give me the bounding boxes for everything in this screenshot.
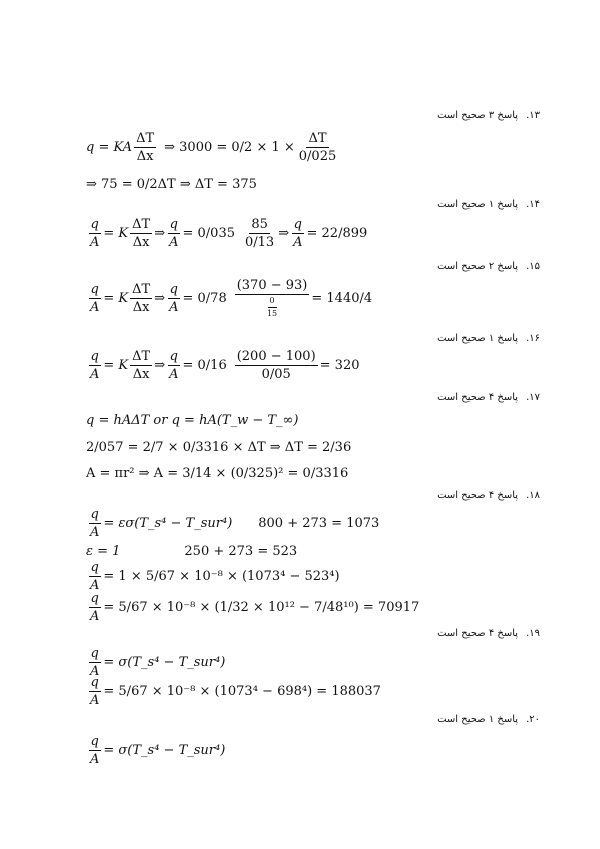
answer-text: پاسخ ۲ صحیح است bbox=[437, 261, 519, 272]
answer-16-header bbox=[437, 333, 540, 344]
eq-part: = 320 bbox=[319, 358, 360, 373]
equation-13a bbox=[86, 132, 340, 163]
answer-text: پاسخ ۴ صحیح است bbox=[437, 392, 519, 403]
answer-text: پاسخ ۳ صحیح است bbox=[437, 110, 519, 121]
answer-14-header bbox=[437, 199, 540, 210]
fraction: $\frac{\Delta T}{\Delta x}$ bbox=[136, 131, 155, 164]
fraction: $\frac{q}{A}$ bbox=[90, 591, 100, 624]
eq-part: = K bbox=[103, 226, 129, 241]
eq-part: = εσ(T_s⁴ − T_sur⁴) bbox=[103, 516, 233, 531]
answer-number: ۱۵. bbox=[526, 261, 540, 272]
eq-part: ⇒ bbox=[154, 226, 166, 241]
answer-17-header bbox=[437, 392, 540, 403]
eq-part: = 1 × 5/67 × 10⁻⁸ × (1073⁴ − 523⁴) bbox=[103, 569, 340, 584]
eq-part: = σ(T_s⁴ − T_sur⁴) bbox=[103, 743, 226, 758]
fraction: $\frac{\Delta T}{0/025}$ bbox=[298, 131, 337, 164]
equation-18c bbox=[86, 561, 340, 592]
equation-17c: A = πr² ⇒ A = 3/14 × (0/325)² = 0/3316 bbox=[86, 466, 349, 481]
answer-number: ۱۴. bbox=[526, 199, 540, 210]
eq-part: = K bbox=[103, 358, 129, 373]
equation-15 bbox=[86, 279, 372, 318]
eq-part: ⇒ bbox=[154, 358, 166, 373]
eq-part: q = KA bbox=[86, 140, 133, 155]
eq-part: = σ(T_s⁴ − T_sur⁴) bbox=[103, 655, 226, 670]
eq-part: = 0/16 bbox=[182, 358, 227, 373]
equation-18a bbox=[86, 508, 379, 539]
fraction: $\frac{q}{A}$ bbox=[90, 507, 100, 540]
answer-19-header bbox=[437, 628, 540, 639]
equation-19a bbox=[86, 647, 225, 678]
fraction: $\frac{\Delta T}{\Delta x}$ bbox=[132, 282, 151, 315]
answer-text: پاسخ ۱ صحیح است bbox=[437, 199, 519, 210]
eq-part: 800 + 273 = 1073 bbox=[258, 516, 380, 531]
eq-part: = 0/78 bbox=[182, 291, 227, 306]
fraction: $\frac{q}{A}$ bbox=[90, 734, 100, 767]
eq-part: = 22/899 bbox=[306, 226, 368, 241]
equation-14 bbox=[86, 218, 367, 249]
answer-number: ۱۷. bbox=[526, 392, 540, 403]
fraction: $\frac{q}{A}$ bbox=[90, 646, 100, 679]
answer-15-header bbox=[437, 261, 540, 272]
answer-text: پاسخ ۴ صحیح است bbox=[437, 490, 519, 501]
equation-17a: q = hAΔT or q = hA(T_w − T_∞) bbox=[86, 413, 299, 428]
answer-text: پاسخ ۱ صحیح است bbox=[437, 714, 519, 725]
answer-18-header bbox=[437, 490, 540, 501]
fraction: $\frac{q}{A}$ bbox=[90, 217, 100, 250]
equation-17b: 2/057 = 2/7 × 0/3316 × ΔT ⇒ ΔT = 2/36 bbox=[86, 440, 352, 455]
equation-20 bbox=[86, 735, 225, 766]
eq-part: = 1440/4 bbox=[311, 291, 373, 306]
fraction: $\frac{\Delta T}{\Delta x}$ bbox=[132, 349, 151, 382]
fraction: $\frac{(200 - 100)}{0/05}$ bbox=[236, 349, 316, 382]
fraction: $\frac{q}{A}$ bbox=[90, 282, 100, 315]
equation-13b: ⇒ 75 = 0/2ΔT ⇒ ΔT = 375 bbox=[86, 177, 257, 192]
answer-text: پاسخ ۱ صحیح است bbox=[437, 333, 519, 344]
eq-part: = K bbox=[103, 291, 129, 306]
eq-part: = 5/67 × 10⁻⁸ × (1/32 × 10¹² − 7/48¹⁰) = 70917 bbox=[103, 600, 420, 615]
fraction: $\frac{q}{A}$ bbox=[169, 282, 179, 315]
fraction: $\frac{q}{A}$ bbox=[90, 675, 100, 708]
eq-part: ⇒ 3000 = 0/2 × 1 × bbox=[164, 140, 295, 155]
eq-part: ε = 1 bbox=[86, 544, 121, 559]
fraction: $\frac{q}{A}$ bbox=[169, 349, 179, 382]
fraction: $\frac{q}{A}$ bbox=[90, 560, 100, 593]
fraction: $\frac{85}{0/13}$ bbox=[245, 217, 275, 250]
eq-part: ⇒ bbox=[278, 226, 290, 241]
equation-18b bbox=[86, 545, 297, 558]
answer-number: ۱۸. bbox=[526, 490, 540, 501]
equation-16 bbox=[86, 350, 360, 381]
answer-13-header bbox=[437, 110, 540, 121]
equation-19b bbox=[86, 676, 381, 707]
eq-part: = 0/035 bbox=[182, 226, 235, 241]
answer-number: ۱۹. bbox=[526, 628, 540, 639]
answer-text: پاسخ ۴ صحیح است bbox=[437, 628, 519, 639]
eq-part: = 5/67 × 10⁻⁸ × (1073⁴ − 698⁴) = 188037 bbox=[103, 684, 381, 699]
answer-20-header bbox=[437, 714, 540, 725]
answer-number: ۱۳. bbox=[526, 110, 540, 121]
fraction: $\frac{q}{A}$ bbox=[169, 217, 179, 250]
eq-part: 250 + 273 = 523 bbox=[184, 544, 298, 559]
fraction: $\frac{\Delta T}{\Delta x}$ bbox=[132, 217, 151, 250]
fraction: $\frac{(370 - 93)}{\frac{0}{15}}$ bbox=[236, 278, 308, 318]
answer-number: ۱۶. bbox=[526, 333, 540, 344]
fraction: $\frac{q}{A}$ bbox=[90, 349, 100, 382]
answer-number: ۲۰. bbox=[526, 714, 540, 725]
fraction: $\frac{q}{A}$ bbox=[293, 217, 303, 250]
eq-part: ⇒ bbox=[154, 291, 166, 306]
equation-18d bbox=[86, 592, 419, 623]
